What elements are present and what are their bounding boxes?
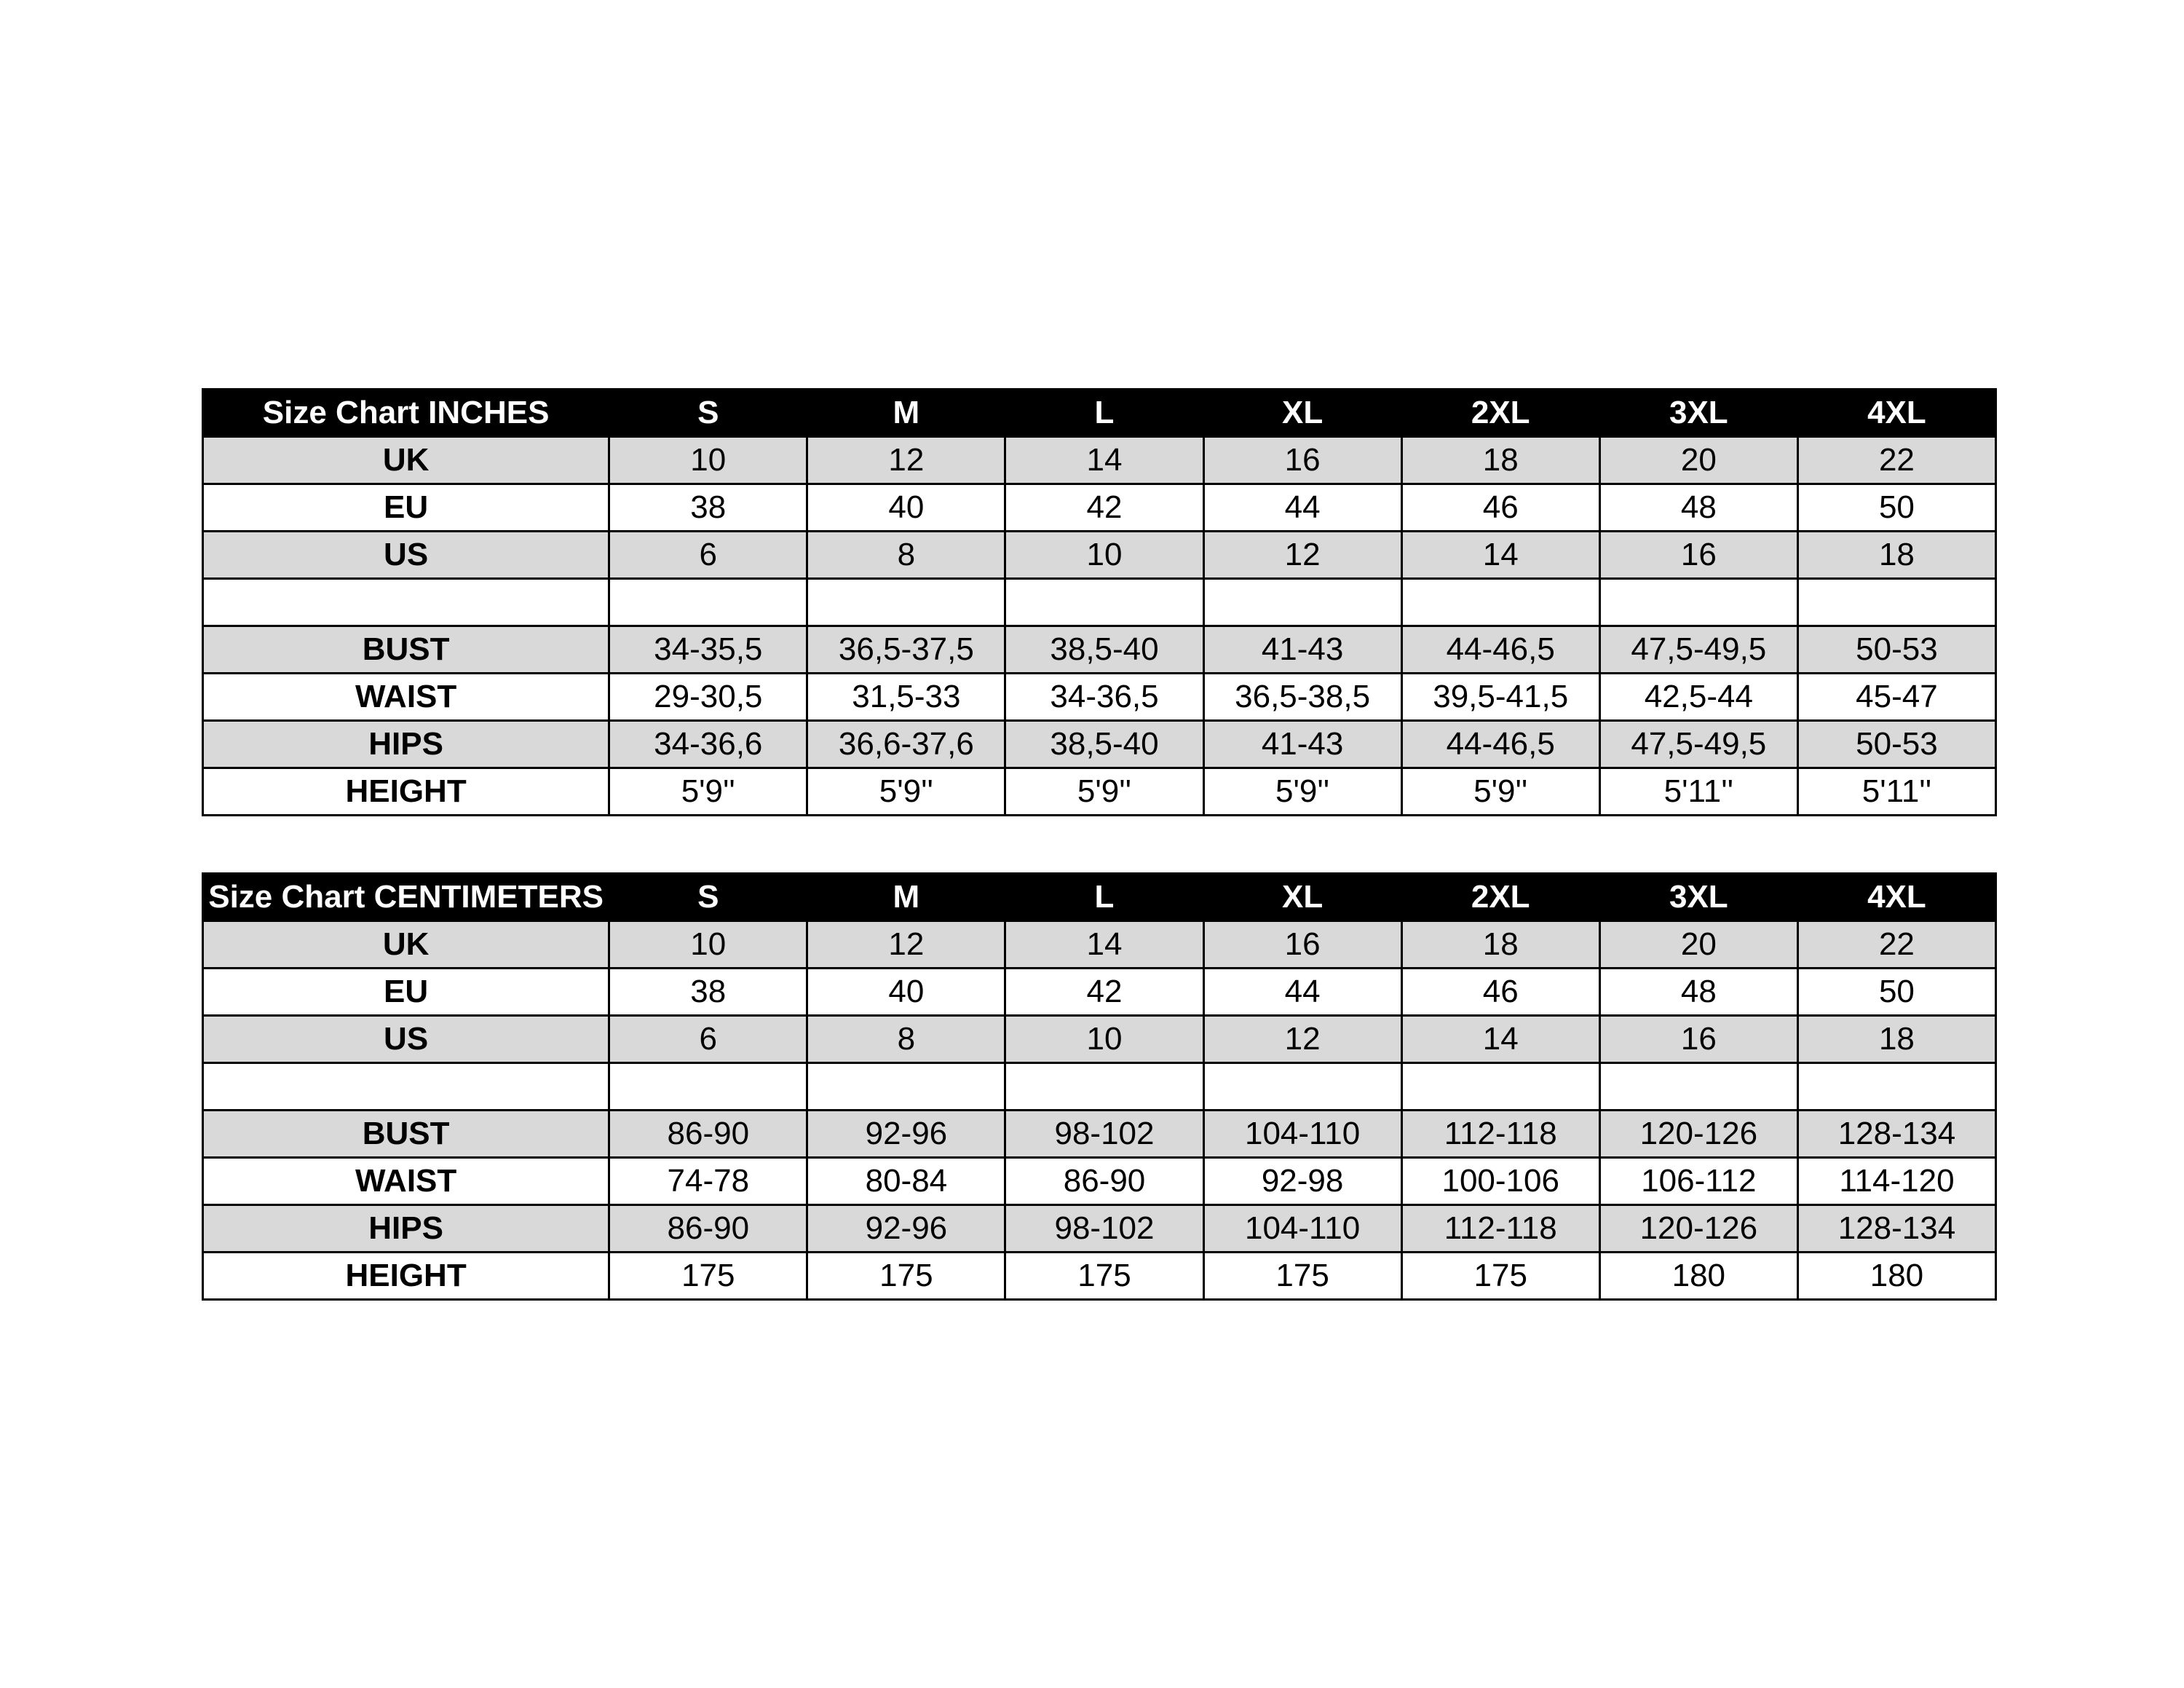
table-cell: 98-102 — [1005, 1111, 1203, 1158]
table-cell: 20 — [1599, 921, 1797, 969]
table-cell: 39,5-41,5 — [1401, 674, 1599, 721]
table-cell: 16 — [1599, 1016, 1797, 1063]
table-cell: 16 — [1599, 532, 1797, 579]
table-cell: 47,5-49,5 — [1599, 626, 1797, 674]
table-cell: 36,5-38,5 — [1203, 674, 1401, 721]
table-cell: 42 — [1005, 969, 1203, 1016]
table-cell: 86-90 — [1005, 1158, 1203, 1205]
row-label: BUST — [203, 1111, 609, 1158]
size-header: 4XL — [1797, 390, 1995, 437]
table-cell: 80-84 — [807, 1158, 1005, 1205]
table-cell: 5'9'' — [807, 768, 1005, 816]
table-cell — [1797, 579, 1995, 626]
table-cell — [807, 579, 1005, 626]
table-cell: 42,5-44 — [1599, 674, 1797, 721]
table-cell: 112-118 — [1401, 1111, 1599, 1158]
size-header: 2XL — [1401, 390, 1599, 437]
table-cell: 38,5-40 — [1005, 626, 1203, 674]
table-cell: 50 — [1797, 484, 1995, 532]
size-header: 3XL — [1599, 874, 1797, 921]
table-cell: 86-90 — [609, 1111, 807, 1158]
table-cell: 50-53 — [1797, 626, 1995, 674]
table-cell: 18 — [1401, 921, 1599, 969]
table-cell: 38 — [609, 969, 807, 1016]
table-cell: 18 — [1797, 532, 1995, 579]
table-cell: 5'9'' — [1005, 768, 1203, 816]
row-label: UK — [203, 921, 609, 969]
table-cell: 128-134 — [1797, 1205, 1995, 1253]
table-cell: 34-36,6 — [609, 721, 807, 768]
size-header: XL — [1203, 390, 1401, 437]
table-cell — [1005, 1063, 1203, 1111]
table-cell — [1401, 579, 1599, 626]
table-cell: 50-53 — [1797, 721, 1995, 768]
table-cell: 114-120 — [1797, 1158, 1995, 1205]
table-cell: 10 — [609, 921, 807, 969]
table-cell: 12 — [1203, 532, 1401, 579]
table-cell: 128-134 — [1797, 1111, 1995, 1158]
table-cell: 98-102 — [1005, 1205, 1203, 1253]
row-label: HIPS — [203, 721, 609, 768]
table-row — [203, 1205, 1996, 1253]
table-header-row — [203, 390, 1996, 437]
table-cell: 180 — [1797, 1253, 1995, 1300]
table-cell: 16 — [1203, 437, 1401, 484]
table-row — [203, 626, 1996, 674]
table-cell — [1005, 579, 1203, 626]
table-cell: 92-96 — [807, 1205, 1005, 1253]
table-cell — [1599, 579, 1797, 626]
table-cell — [1203, 1063, 1401, 1111]
table-cell: 44 — [1203, 969, 1401, 1016]
table-title: Size Chart INCHES — [203, 390, 609, 437]
table-cell: 180 — [1599, 1253, 1797, 1300]
size-chart-inches-table — [202, 388, 1997, 816]
table-cell: 20 — [1599, 437, 1797, 484]
table-row — [203, 721, 1996, 768]
table-cell: 92-96 — [807, 1111, 1005, 1158]
table-cell: 47,5-49,5 — [1599, 721, 1797, 768]
table-cell: 36,5-37,5 — [807, 626, 1005, 674]
table-cell: 5'9'' — [609, 768, 807, 816]
table-cell: 50 — [1797, 969, 1995, 1016]
table-cell: 14 — [1401, 532, 1599, 579]
row-label: EU — [203, 484, 609, 532]
table-cell: 74-78 — [609, 1158, 807, 1205]
table-cell: 45-47 — [1797, 674, 1995, 721]
table-row — [203, 579, 1996, 626]
table-cell: 38 — [609, 484, 807, 532]
table-cell: 31,5-33 — [807, 674, 1005, 721]
table-cell: 44 — [1203, 484, 1401, 532]
table-cell: 6 — [609, 1016, 807, 1063]
table-cell: 5'11'' — [1599, 768, 1797, 816]
row-label: EU — [203, 969, 609, 1016]
size-chart-centimeters-table — [202, 872, 1997, 1301]
size-header: 4XL — [1797, 874, 1995, 921]
table-cell: 46 — [1401, 484, 1599, 532]
table-cell: 10 — [1005, 1016, 1203, 1063]
row-label: WAIST — [203, 674, 609, 721]
table-cell: 29-30,5 — [609, 674, 807, 721]
table-cell: 10 — [1005, 532, 1203, 579]
size-header: 3XL — [1599, 390, 1797, 437]
table-row — [203, 921, 1996, 969]
table-cell: 41-43 — [1203, 721, 1401, 768]
table-cell: 175 — [1005, 1253, 1203, 1300]
size-header: S — [609, 874, 807, 921]
size-header: M — [807, 874, 1005, 921]
table-cell: 48 — [1599, 484, 1797, 532]
table-cell: 34-35,5 — [609, 626, 807, 674]
table-cell: 40 — [807, 969, 1005, 1016]
table-cell: 46 — [1401, 969, 1599, 1016]
table-cell: 86-90 — [609, 1205, 807, 1253]
table-cell: 92-98 — [1203, 1158, 1401, 1205]
table-cell: 100-106 — [1401, 1158, 1599, 1205]
table-row — [203, 969, 1996, 1016]
row-label — [203, 579, 609, 626]
table-cell: 22 — [1797, 437, 1995, 484]
table-cell: 104-110 — [1203, 1205, 1401, 1253]
row-label: UK — [203, 437, 609, 484]
table-cell: 18 — [1797, 1016, 1995, 1063]
table-cell: 44-46,5 — [1401, 721, 1599, 768]
row-label: US — [203, 1016, 609, 1063]
table-cell: 22 — [1797, 921, 1995, 969]
table-cell: 14 — [1401, 1016, 1599, 1063]
table-row — [203, 1158, 1996, 1205]
size-header: XL — [1203, 874, 1401, 921]
size-header: M — [807, 390, 1005, 437]
table-cell: 42 — [1005, 484, 1203, 532]
table-cell — [609, 579, 807, 626]
table-cell: 8 — [807, 1016, 1005, 1063]
table-cell: 14 — [1005, 437, 1203, 484]
row-label: BUST — [203, 626, 609, 674]
table-cell: 38,5-40 — [1005, 721, 1203, 768]
table-cell: 36,6-37,6 — [807, 721, 1005, 768]
table-row — [203, 1253, 1996, 1300]
row-label: HIPS — [203, 1205, 609, 1253]
table-row — [203, 674, 1996, 721]
table-row — [203, 532, 1996, 579]
table-cell: 40 — [807, 484, 1005, 532]
table-cell: 112-118 — [1401, 1205, 1599, 1253]
table-row — [203, 437, 1996, 484]
table-cell: 10 — [609, 437, 807, 484]
row-label: US — [203, 532, 609, 579]
table-cell: 104-110 — [1203, 1111, 1401, 1158]
table-cell: 5'11'' — [1797, 768, 1995, 816]
table-cell: 106-112 — [1599, 1158, 1797, 1205]
table-cell: 41-43 — [1203, 626, 1401, 674]
table-cell: 175 — [1203, 1253, 1401, 1300]
table-cell — [1797, 1063, 1995, 1111]
table-cell: 14 — [1005, 921, 1203, 969]
table-row — [203, 484, 1996, 532]
size-header: 2XL — [1401, 874, 1599, 921]
table-row — [203, 1063, 1996, 1111]
row-label: HEIGHT — [203, 1253, 609, 1300]
table-row — [203, 1111, 1996, 1158]
table-cell: 18 — [1401, 437, 1599, 484]
size-header: S — [609, 390, 807, 437]
size-header: L — [1005, 874, 1203, 921]
table-cell: 12 — [1203, 1016, 1401, 1063]
size-header: L — [1005, 390, 1203, 437]
table-row — [203, 1016, 1996, 1063]
table-cell: 12 — [807, 437, 1005, 484]
table-cell: 12 — [807, 921, 1005, 969]
table-cell: 175 — [807, 1253, 1005, 1300]
table-cell — [807, 1063, 1005, 1111]
table-cell: 34-36,5 — [1005, 674, 1203, 721]
table-row — [203, 768, 1996, 816]
table-cell: 175 — [1401, 1253, 1599, 1300]
table-header-row — [203, 874, 1996, 921]
table-cell: 8 — [807, 532, 1005, 579]
table-cell: 120-126 — [1599, 1205, 1797, 1253]
table-cell — [1203, 579, 1401, 626]
table-cell — [1599, 1063, 1797, 1111]
table-cell — [1401, 1063, 1599, 1111]
table-cell: 6 — [609, 532, 807, 579]
table-cell — [609, 1063, 807, 1111]
table-cell: 5'9'' — [1203, 768, 1401, 816]
row-label: WAIST — [203, 1158, 609, 1205]
row-label: HEIGHT — [203, 768, 609, 816]
table-cell: 120-126 — [1599, 1111, 1797, 1158]
table-cell: 5'9'' — [1401, 768, 1599, 816]
row-label — [203, 1063, 609, 1111]
table-cell: 48 — [1599, 969, 1797, 1016]
table-cell: 175 — [609, 1253, 807, 1300]
table-cell: 16 — [1203, 921, 1401, 969]
table-title: Size Chart CENTIMETERS — [203, 874, 609, 921]
table-cell: 44-46,5 — [1401, 626, 1599, 674]
